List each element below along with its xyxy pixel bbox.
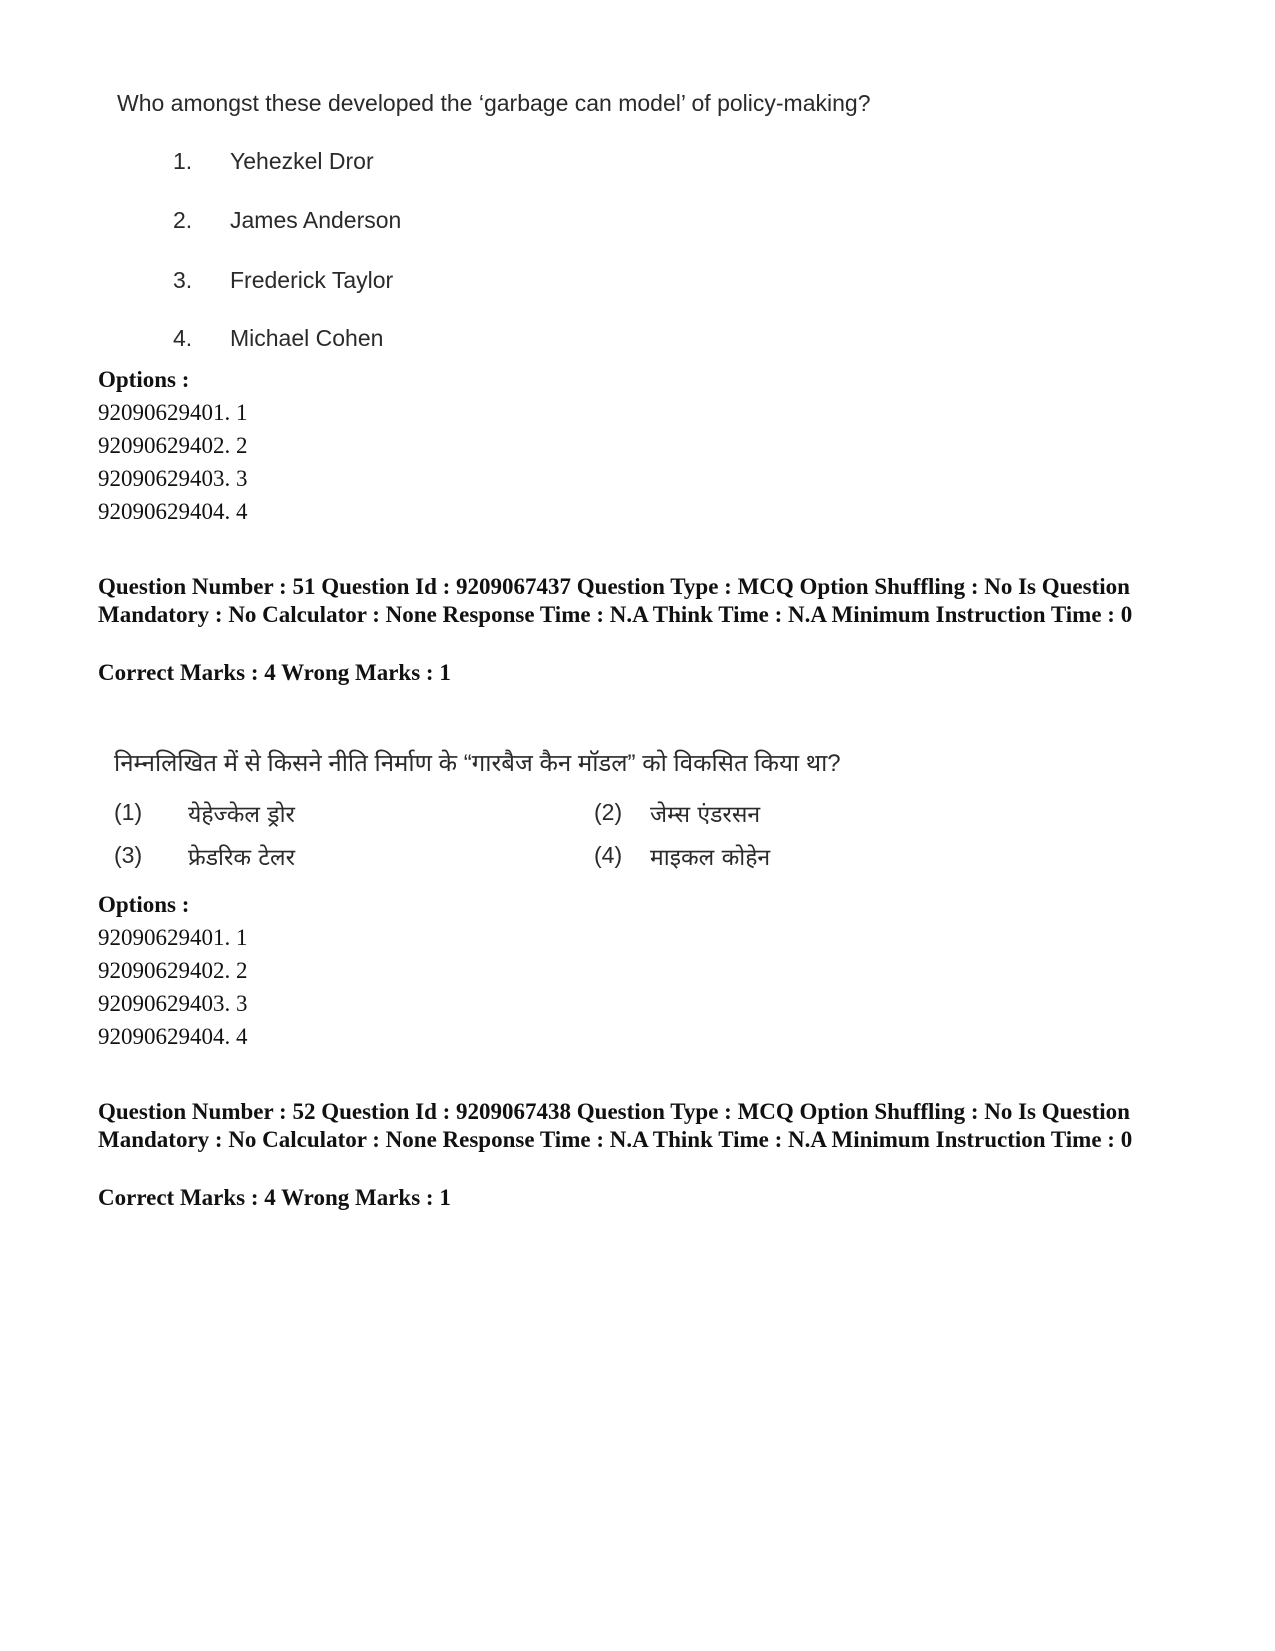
marks-line: Correct Marks : 4 Wrong Marks : 1 bbox=[98, 660, 451, 685]
option-text: माइकल कोहेन bbox=[650, 845, 771, 871]
option-number: (4) bbox=[594, 842, 623, 868]
option-text: फ्रेडरिक टेलर bbox=[188, 845, 295, 871]
option-id-line: 92090629402. 2 bbox=[98, 433, 248, 458]
question-meta: Question Number : 51 Question Id : 9209067437 Question Type : MCQ Option Shuffling : No Is Question Mandatory : No Calculator : None Response Time : N.A Think Time : N.A Minimum Instruction Time : 0 bbox=[98, 574, 1133, 627]
option-text: Michael Cohen bbox=[230, 325, 384, 351]
options-heading: Options : bbox=[98, 892, 190, 917]
option-id-line: 92090629404. 4 bbox=[98, 1024, 248, 1049]
option-text: जेम्स एंडरसन bbox=[650, 802, 761, 828]
marks-line: Correct Marks : 4 Wrong Marks : 1 bbox=[98, 1185, 451, 1210]
option-number: 3. bbox=[173, 267, 193, 293]
option-id-line: 92090629403. 3 bbox=[98, 466, 248, 491]
option-id-line: 92090629401. 1 bbox=[98, 925, 248, 950]
question-text-hindi: निम्नलिखित में से किसने नीति निर्माण के “गारबैज कैन मॉडल” को विकसित किया था? bbox=[114, 750, 841, 777]
option-number: (3) bbox=[114, 842, 143, 868]
option-number: 2. bbox=[173, 207, 193, 233]
question-text-english: Who amongst these developed the ‘garbage can model’ of policy-making? bbox=[117, 90, 871, 116]
question-meta: Question Number : 52 Question Id : 9209067438 Question Type : MCQ Option Shuffling : No Is Question Mandatory : No Calculator : None Response Time : N.A Think Time : N.A Minimum Instruction Time : 0 bbox=[98, 1099, 1133, 1152]
option-id-line: 92090629401. 1 bbox=[98, 400, 248, 425]
option-id-line: 92090629403. 3 bbox=[98, 991, 248, 1016]
option-number: (1) bbox=[114, 799, 143, 825]
options-heading: Options : bbox=[98, 367, 190, 392]
option-text: येहेज्केल ड्रोर bbox=[188, 802, 295, 828]
option-id-line: 92090629402. 2 bbox=[98, 958, 248, 983]
option-text: Frederick Taylor bbox=[230, 267, 394, 293]
option-number: (2) bbox=[594, 799, 623, 825]
option-text: Yehezkel Dror bbox=[230, 148, 374, 174]
option-number: 4. bbox=[173, 325, 193, 351]
option-number: 1. bbox=[173, 148, 193, 174]
option-id-line: 92090629404. 4 bbox=[98, 499, 248, 524]
option-text: James Anderson bbox=[230, 207, 402, 233]
